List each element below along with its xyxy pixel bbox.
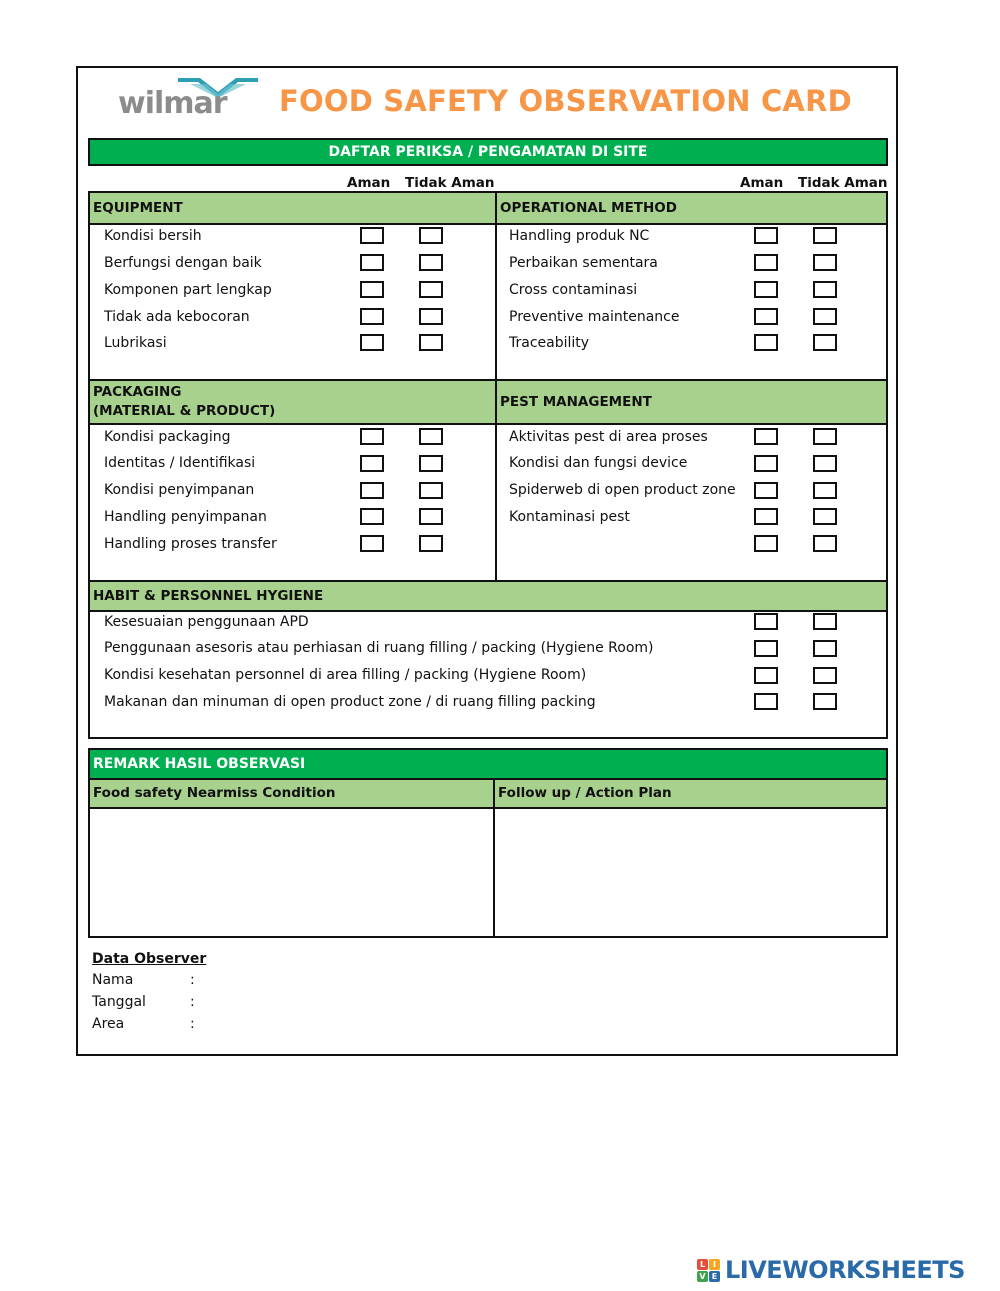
- checkbox-aman[interactable]: [754, 693, 778, 710]
- checkbox-aman[interactable]: [360, 334, 384, 351]
- checkbox-aman[interactable]: [754, 428, 778, 445]
- observer-sep: :: [190, 994, 195, 1010]
- col-tidak-aman-right: Tidak Aman: [798, 175, 888, 191]
- list-item: Kontaminasi pest: [509, 509, 630, 525]
- checkbox-tidak-aman[interactable]: [419, 254, 443, 271]
- checkbox-tidak-aman[interactable]: [813, 308, 837, 325]
- checkbox-aman[interactable]: [754, 535, 778, 552]
- checkbox-tidak-aman[interactable]: [813, 613, 837, 630]
- col-aman-right: Aman: [740, 175, 784, 191]
- logo-square-icon: E: [709, 1271, 720, 1282]
- list-item: Kondisi bersih: [104, 228, 202, 244]
- list-item: Makanan dan minuman di open product zone / di ruang filling packing: [104, 694, 596, 710]
- checkbox-tidak-aman[interactable]: [813, 428, 837, 445]
- nearmiss-textarea[interactable]: [90, 809, 493, 936]
- checkbox-tidak-aman[interactable]: [813, 508, 837, 525]
- logo-square-icon: L: [697, 1259, 708, 1270]
- list-item: Kondisi kesehatan personnel di area filling / packing (Hygiene Room): [104, 667, 587, 683]
- checkbox-aman[interactable]: [754, 613, 778, 630]
- remark-banner: REMARK HASIL OBSERVASI: [88, 748, 888, 780]
- checkbox-tidak-aman[interactable]: [419, 535, 443, 552]
- checkbox-aman[interactable]: [360, 535, 384, 552]
- list-item: Kondisi dan fungsi device: [509, 455, 688, 471]
- liveworksheets-text: LIVEWORKSHEETS: [725, 1256, 965, 1284]
- checkbox-aman[interactable]: [754, 640, 778, 657]
- list-item: Cross contaminasi: [509, 282, 638, 298]
- checkbox-aman[interactable]: [754, 667, 778, 684]
- list-item: Lubrikasi: [104, 335, 167, 351]
- remark-block: [88, 778, 888, 938]
- pest-header: PEST MANAGEMENT: [497, 381, 886, 423]
- packaging-header: [90, 381, 495, 423]
- checkbox-tidak-aman[interactable]: [419, 281, 443, 298]
- checkbox-aman[interactable]: [360, 227, 384, 244]
- list-item: Aktivitas pest di area proses: [509, 429, 708, 445]
- checkbox-aman[interactable]: [754, 482, 778, 499]
- checkbox-aman[interactable]: [360, 455, 384, 472]
- col-aman-left: Aman: [347, 175, 391, 191]
- equipment-header: EQUIPMENT: [90, 193, 495, 223]
- checkbox-tidak-aman[interactable]: [813, 254, 837, 271]
- checkbox-aman[interactable]: [360, 254, 384, 271]
- checkbox-tidak-aman[interactable]: [813, 640, 837, 657]
- observer-sep: :: [190, 1016, 195, 1032]
- checkbox-tidak-aman[interactable]: [419, 308, 443, 325]
- list-item: Handling proses transfer: [104, 536, 277, 552]
- observer-title: Data Observer: [92, 951, 207, 967]
- list-item: Handling penyimpanan: [104, 509, 267, 525]
- checkbox-aman[interactable]: [754, 227, 778, 244]
- checkbox-aman[interactable]: [360, 428, 384, 445]
- list-item: Penggunaan asesoris atau perhiasan di ruang filling / packing (Hygiene Room): [104, 640, 654, 656]
- checkbox-tidak-aman[interactable]: [419, 334, 443, 351]
- list-item: Perbaikan sementara: [509, 255, 658, 271]
- action-plan-textarea[interactable]: [495, 809, 886, 936]
- list-item: Handling produk NC: [509, 228, 650, 244]
- checkbox-aman[interactable]: [754, 334, 778, 351]
- checkbox-tidak-aman[interactable]: [813, 535, 837, 552]
- checkbox-aman[interactable]: [360, 308, 384, 325]
- list-item: Preventive maintenance: [509, 309, 680, 325]
- hygiene-header: HABIT & PERSONNEL HYGIENE: [90, 582, 886, 610]
- observer-sep: :: [190, 972, 195, 988]
- checkbox-tidak-aman[interactable]: [419, 428, 443, 445]
- list-item: Tidak ada kebocoran: [104, 309, 250, 325]
- checkbox-aman[interactable]: [360, 508, 384, 525]
- checkbox-tidak-aman[interactable]: [419, 482, 443, 499]
- hygiene-block: [88, 580, 888, 739]
- checkbox-aman[interactable]: [360, 482, 384, 499]
- checkbox-tidak-aman[interactable]: [813, 334, 837, 351]
- logo-square-icon: V: [697, 1271, 708, 1282]
- col-tidak-aman-left: Tidak Aman: [405, 175, 495, 191]
- checkbox-aman[interactable]: [754, 508, 778, 525]
- list-item: Spiderweb di open product zone: [509, 482, 736, 498]
- checkbox-tidak-aman[interactable]: [813, 667, 837, 684]
- page-title: FOOD SAFETY OBSERVATION CARD: [279, 84, 852, 118]
- checkbox-aman[interactable]: [754, 281, 778, 298]
- checklist-banner: DAFTAR PERIKSA / PENGAMATAN DI SITE: [88, 138, 888, 166]
- checkbox-tidak-aman[interactable]: [813, 693, 837, 710]
- checkbox-tidak-aman[interactable]: [813, 227, 837, 244]
- checkbox-tidak-aman[interactable]: [419, 508, 443, 525]
- checkbox-tidak-aman[interactable]: [813, 281, 837, 298]
- operational-header: OPERATIONAL METHOD: [497, 193, 886, 223]
- nearmiss-header: Food safety Nearmiss Condition: [90, 780, 493, 807]
- packaging-header-line1: PACKAGING: [93, 384, 182, 400]
- observer-label-nama: Nama: [92, 972, 134, 988]
- checkbox-tidak-aman[interactable]: [813, 455, 837, 472]
- list-item: Kondisi penyimpanan: [104, 482, 255, 498]
- checkbox-tidak-aman[interactable]: [419, 227, 443, 244]
- list-item: Komponen part lengkap: [104, 282, 272, 298]
- checkbox-aman[interactable]: [360, 281, 384, 298]
- checkbox-aman[interactable]: [754, 308, 778, 325]
- packaging-header-line2: (MATERIAL & PRODUCT): [93, 403, 276, 419]
- list-item: Berfungsi dengan baik: [104, 255, 262, 271]
- checkbox-tidak-aman[interactable]: [419, 455, 443, 472]
- logo-text: wilmar: [118, 86, 227, 121]
- list-item: Kondisi packaging: [104, 429, 231, 445]
- observer-label-tanggal: Tanggal: [92, 994, 146, 1010]
- list-item: Kesesuaian penggunaan APD: [104, 614, 309, 630]
- list-item: Identitas / Identifikasi: [104, 455, 256, 471]
- observer-label-area: Area: [92, 1016, 125, 1032]
- checkbox-tidak-aman[interactable]: [813, 482, 837, 499]
- checkbox-aman[interactable]: [754, 254, 778, 271]
- checkbox-aman[interactable]: [754, 455, 778, 472]
- list-item: Traceability: [509, 335, 590, 351]
- wilmar-logo: [118, 76, 263, 120]
- action-plan-header: Follow up / Action Plan: [495, 780, 886, 807]
- logo-square-icon: I: [709, 1259, 720, 1270]
